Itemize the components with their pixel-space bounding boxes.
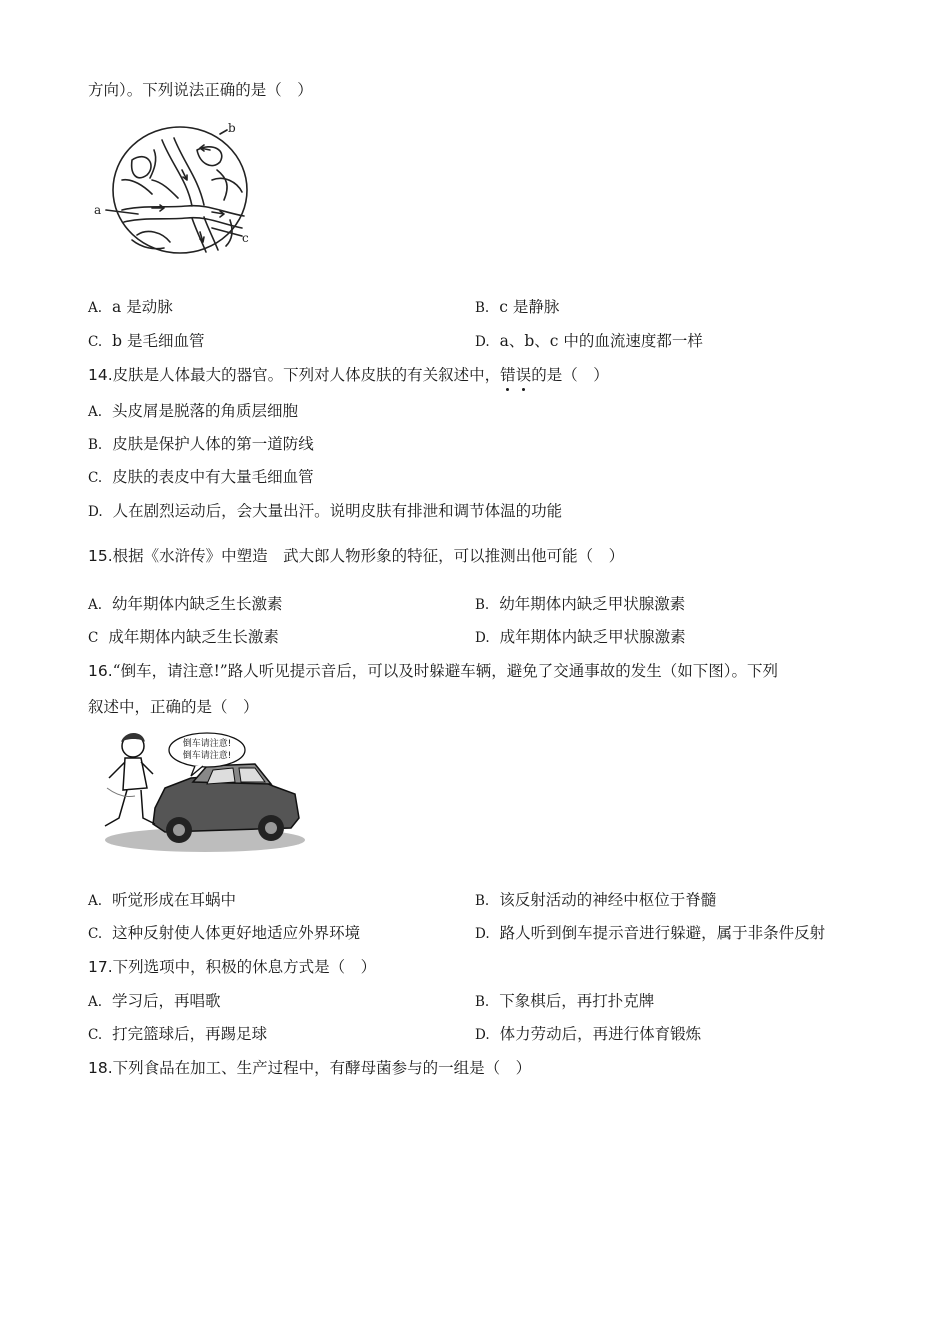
q16-option-d[interactable]: D. 路人听到倒车提示音进行躲避，属于非条件反射 xyxy=(475,924,826,942)
q15-option-a[interactable]: A. 幼年期体内缺乏生长激素 xyxy=(88,595,283,613)
q13-option-d[interactable]: D. a、b、c 中的血流速度都一样 xyxy=(475,332,703,350)
q17-option-b[interactable]: B. 下象棋后，再打扑克牌 xyxy=(475,992,655,1010)
q17-stem: 17.下列选项中，积极的休息方式是（ ） xyxy=(88,958,377,976)
q15-option-b[interactable]: B. 幼年期体内缺乏甲状腺激素 xyxy=(475,595,686,613)
q13-option-c[interactable]: C. b 是毛细血管 xyxy=(88,332,205,350)
q13-stem-tail: 方向）。下列说法正确的是（ ） xyxy=(88,81,313,99)
q17-option-c[interactable]: C. 打完篮球后，再踢足球 xyxy=(88,1025,268,1043)
figure-label-b: b xyxy=(228,121,236,135)
q15-stem: 15.根据《水浒传》中塑造 武大郎人物形象的特征，可以推测出他可能（ ） xyxy=(88,547,625,565)
figure-label-a: a xyxy=(94,203,102,217)
q17-option-d[interactable]: D. 体力劳动后，再进行体育锻炼 xyxy=(475,1025,702,1043)
figure-label-c: c xyxy=(242,231,249,245)
q13-option-b[interactable]: B. c 是静脉 xyxy=(475,298,560,316)
q16-stem-line1: 16.“倒车，请注意!”路人听见提示音后，可以及时躲避车辆，避免了交通事故的发生（如下图）。下列 xyxy=(88,662,778,680)
q13-option-a[interactable]: A. a 是动脉 xyxy=(88,298,173,316)
speech-bubble-line2: 倒车请注意! xyxy=(182,751,232,761)
q14-option-c[interactable]: C. 皮肤的表皮中有大量毛细血管 xyxy=(88,468,314,486)
reversing-car-illustration xyxy=(95,728,305,856)
speech-bubble-line1: 倒车请注意! xyxy=(182,739,232,749)
q16-option-c[interactable]: C. 这种反射使人体更好地适应外界环境 xyxy=(88,924,361,942)
q17-option-a[interactable]: A. 学习后，再唱歌 xyxy=(88,992,221,1010)
q16-option-a[interactable]: A. 听觉形成在耳蜗中 xyxy=(88,891,237,909)
q14-option-d[interactable]: D. 人在剧烈运动后，会大量出汗。说明皮肤有排泄和调节体温的功能 xyxy=(88,502,563,520)
q14-option-b[interactable]: B. 皮肤是保护人体的第一道防线 xyxy=(88,435,314,453)
q16-stem-line2: 叙述中，正确的是（ ） xyxy=(88,698,259,716)
q14-stem: 14.皮肤是人体最大的器官。下列对人体皮肤的有关叙述中，错误的是（ ） xyxy=(88,366,609,384)
q15-option-c[interactable]: C 成年期体内缺乏生长激素 xyxy=(88,628,279,646)
q18-stem: 18.下列食品在加工、生产过程中，有酵母菌参与的一组是（ ） xyxy=(88,1059,532,1077)
q15-option-d[interactable]: D. 成年期体内缺乏甲状腺激素 xyxy=(475,628,686,646)
q16-option-b[interactable]: B. 该反射活动的神经中枢位于脊髓 xyxy=(475,891,717,909)
q14-option-a[interactable]: A. 头皮屑是脱落的角质层细胞 xyxy=(88,402,299,420)
blood-vessel-figure xyxy=(92,120,252,260)
